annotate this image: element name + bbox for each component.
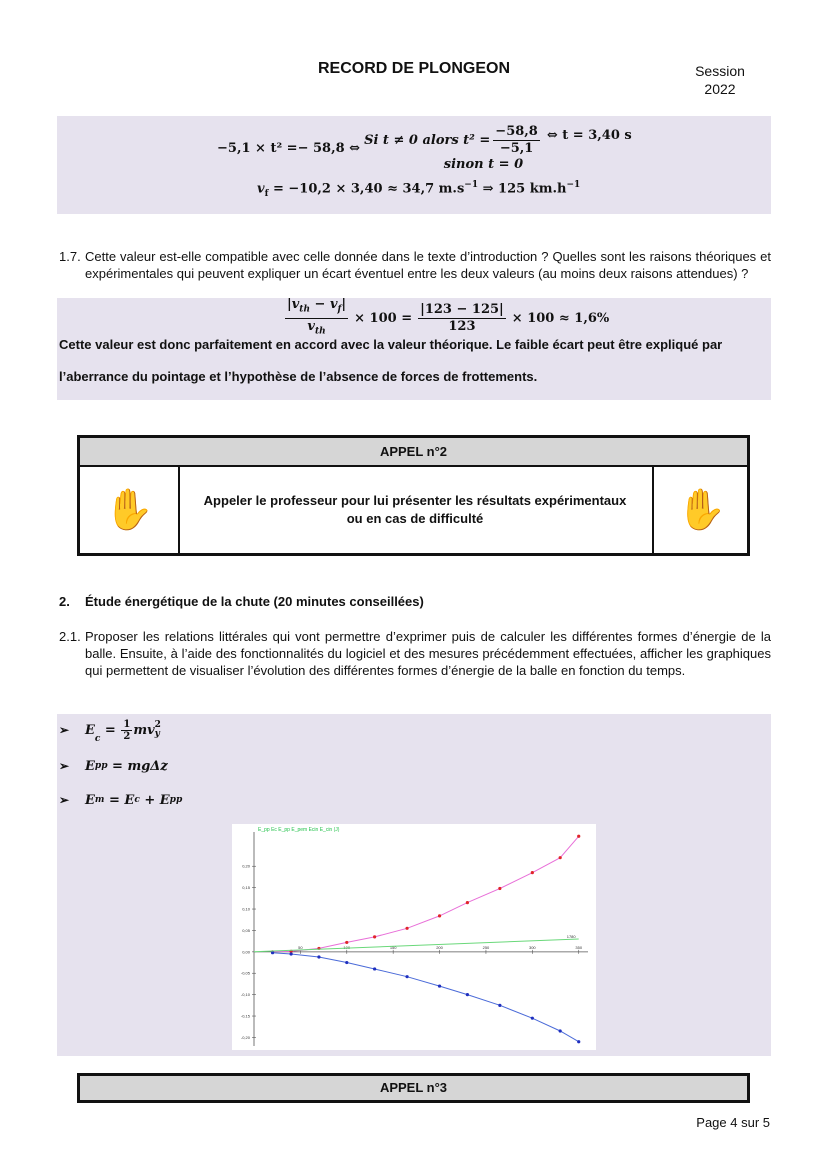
frac1-num-end: | [341,296,347,312]
section-title: Étude énergétique de la chute (20 minutes conseillées) [85,594,424,609]
frac1-num-sub2: f [337,304,342,315]
data-point [373,935,376,938]
data-point [438,984,441,987]
ec-lhs-sub: c [94,734,101,744]
em-lhs: E [85,792,95,808]
appel-3-box [77,1073,750,1103]
hand-icon: ✋ [80,467,180,553]
em-rhs-sub1: c [134,795,140,805]
y-tick-label: 0,10 [242,906,250,912]
ec-rhs-scripts [155,721,161,739]
ec-half [121,719,132,742]
energy-chart [232,824,596,1050]
data-point [577,1040,580,1043]
data-point [317,955,320,958]
y-tick-label: 0,15 [242,885,250,891]
result: × 100 ≈ 1,6% [511,310,610,326]
times-1: × 100 = [354,310,413,326]
data-point [577,835,580,838]
appel-2-box [77,435,750,556]
hand-icon: ✋ [652,467,749,553]
ec-rhs-sub: y [154,729,160,739]
formula-ec [59,716,161,744]
eq1-else: sinon t = 0 [443,157,524,172]
question-number: 2.1. [59,629,81,644]
em-plus: + E [139,792,170,808]
data-point [531,1017,534,1020]
y-tick-label: -0,05 [240,970,250,976]
epp-lhs: E [85,758,95,774]
x-tick-label: 200 [436,944,443,950]
page-number: Page 4 sur 5 [696,1115,770,1130]
data-point [498,887,501,890]
green-end-label: 1780 [566,934,576,939]
frac1 [285,297,348,339]
chart-legend: E_pp Ec E_pp E_pem Ecin E_cin (J) [258,827,340,833]
data-point [466,993,469,996]
frac1-den-sub: th [314,326,326,337]
formula-epp [59,756,168,776]
solution-box-2 [57,298,771,400]
appel-2-text [180,467,650,553]
data-point [373,967,376,970]
x-tick-label: 350 [575,944,583,950]
data-point [559,1029,562,1032]
frac1-den [305,319,327,340]
bullet-icon: ➢ [59,793,70,807]
chart-background [232,824,596,1050]
appel-3-title: APPEL n°3 [80,1076,747,1100]
data-point [345,941,348,944]
epp-lhs-sub: pp [94,761,108,771]
answer-line-2: l’aberrance du pointage et l’hypothèse de l’absence de forces de frottements. [59,369,538,384]
frac1-num-mid: − v [310,296,338,312]
eq2-v: v [257,181,265,197]
y-tick-label: -0,15 [240,1013,250,1019]
ec-eq: = [100,722,121,738]
appel-2-line-2: ou en cas de difficulté [346,511,484,526]
frac1-den-v: v [307,318,315,334]
data-point [559,856,562,859]
eq2-tail: ⇒ 125 km.h [478,181,567,197]
section-2-heading [59,594,424,609]
data-point [438,914,441,917]
question-2-1 [59,628,771,679]
epp-rhs: = mgΔz [107,758,168,774]
equation-1 [217,122,637,174]
equation-2 [257,180,657,200]
formula-em [59,790,182,810]
solution-box-3 [57,714,771,1056]
answer-line-1: Cette valeur est donc parfaitement en accord avec la valeur théorique. Le faible écart peut être expliqué par [59,337,723,352]
eq1-cond: Si t ≠ 0 alors t² = [364,133,491,148]
data-point [345,961,348,964]
x-tick-label: 100 [343,944,351,950]
data-point [405,975,408,978]
eq1-cond-group [364,124,543,172]
em-lhs-sub: m [94,795,105,805]
document-title: RECORD DE PLONGEON [317,60,510,77]
ec-lhs: E [85,722,95,738]
y-tick-label: -0,20 [240,1034,250,1040]
frac1-num [285,297,348,319]
frac2 [418,302,506,335]
eq2-exp: −1 [464,180,479,190]
data-point [405,927,408,930]
eq1-left: −5,1 × t² =− 58,8 ⇔ [217,140,361,156]
question-number: 1.7. [59,249,81,264]
solution-box-1 [57,116,771,214]
data-point [498,1004,501,1007]
ec-rhs: mv [133,722,155,738]
x-tick-label: 150 [389,944,397,950]
y-tick-label: -0,10 [240,992,250,998]
data-point [466,901,469,904]
eq1-num: −58,8 [495,124,538,139]
session-word: Session [695,63,745,79]
em-rhs-sub2: pp [169,795,183,805]
frac1-num-sub1: th [299,304,310,315]
question-1-7 [59,248,771,282]
eq2-tail-exp: −1 [566,180,581,190]
em-rhs: = E [104,792,135,808]
ec-rhs-sup: 2 [154,720,161,730]
y-tick-label: 0,20 [242,863,250,869]
data-point [290,952,293,955]
x-tick-label: 50 [298,944,303,950]
relative-error-formula [282,296,610,337]
y-tick-label: 0,00 [242,949,250,955]
frac2-num: |123 − 125| [420,301,504,317]
question-text: Proposer les relations littérales qui vont permettre d’exprimer puis de calculer les différentes formes d’énergie de la balle. Ensuite, à l’aide des fonctionnalités du logiciel et des mesures précédemment effectuées, afficher les graphiques qui permettent de visualiser l’évolution des différentes formes d’énergie de la balle en fonction du temps. [85,629,771,678]
y-tick-label: 0,05 [242,927,250,933]
frac1-num-a: |v [287,296,300,312]
section-number: 2. [59,594,70,609]
ec-half-den: 2 [123,730,131,742]
x-tick-label: 300 [528,944,536,950]
eq1-right: ⇔ t = 3,40 s [546,128,632,143]
appel-2-title: APPEL n°2 [80,438,747,467]
eq2-sub: f [264,188,269,199]
bullet-icon: ➢ [59,723,70,737]
ec-half-num: 1 [123,718,131,730]
data-point [531,871,534,874]
eq2-rest: = −10,2 × 3,40 ≈ 34,7 m.s [268,181,465,197]
session-year: 2022 [704,81,736,97]
question-text: Cette valeur est-elle compatible avec celle donnée dans le texte d’introduction ? Quelles sont les raisons théoriques et expérimentales qui peuvent expliquer un écart éventuel entre les deux valeurs (au moins deux raisons attendues) ? [85,249,771,281]
bullet-icon: ➢ [59,759,70,773]
frac2-den: 123 [448,318,476,334]
eq1-fraction [493,124,540,157]
x-tick-label: 250 [482,944,490,950]
appel-2-line-1: Appeler le professeur pour lui présenter les résultats expérimentaux [203,493,627,508]
eq1-den: −5,1 [499,141,534,156]
session-label [680,62,760,98]
